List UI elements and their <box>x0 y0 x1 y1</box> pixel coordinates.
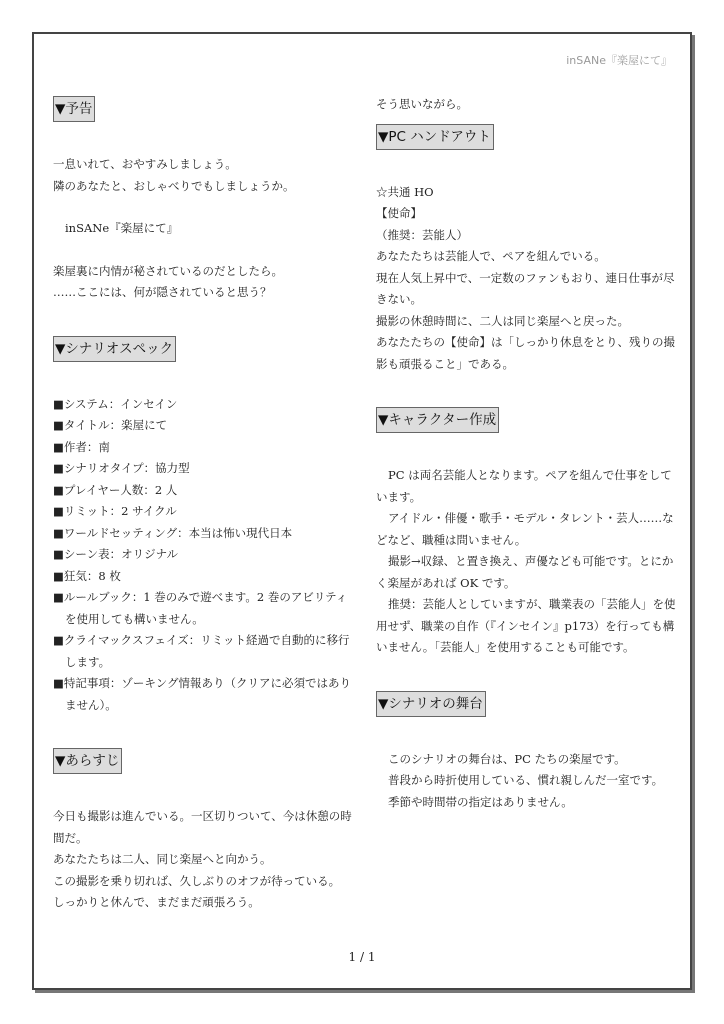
document-page <box>32 32 692 990</box>
section-heading-spec: ▼シナリオスペック <box>53 336 176 362</box>
paragraph: PC は両名芸能人となります。ペアを組んで仕事をしています。 <box>376 468 672 504</box>
page-number: 1 / 1 <box>348 950 376 964</box>
left-column <box>53 96 353 914</box>
paragraph: 推奨：芸能人としていますが、職業表の「芸能人」を使用せず、職業の自作（『インセイン』p173）を行っても構いません。「芸能人」を使用することも可能です。 <box>376 597 676 654</box>
paragraph: ☆共通 HO <box>376 184 434 199</box>
paragraph: そう思いながら。 <box>376 97 468 111</box>
paragraph: 【使命】 <box>376 206 422 220</box>
paragraph: あなたたちは二人、同じ楽屋へと向かう。 <box>53 852 272 866</box>
list-item: ■作者：南 <box>53 439 110 454</box>
paragraph: inSANe『楽屋にて』 <box>65 221 179 235</box>
list-item: ■システム：インセイン <box>53 396 178 411</box>
paragraph: あなたたちの【使命】は「しっかり休息をとり、残りの撮影も頑張ること」である。 <box>376 335 675 371</box>
section-heading-handout: ▼PC ハンドアウト <box>376 124 494 150</box>
paragraph: 撮影→収録、と置き換え、声優なども可能です。とにかく楽屋があれば OK です。 <box>376 554 674 590</box>
paragraph: （推奨：芸能人） <box>376 227 468 242</box>
list-item: ■ルールブック：1 巻のみで遊べます。2 巻のアビリティを使用しても構いません。 <box>53 590 348 626</box>
list-item: ■ワールドセッティング：本当は怖い現代日本 <box>53 525 293 540</box>
section-heading-arasuji: ▼あらすじ <box>53 748 122 774</box>
paragraph: このシナリオの舞台は、PC たちの楽屋です。 <box>388 751 626 766</box>
list-item: ■タイトル：楽屋にて <box>53 418 168 432</box>
list-item: ■シーン表：オリジナル <box>53 547 179 561</box>
paragraph: 現在人気上昇中で、一定数のファンもおり、連日仕事が尽きない。 <box>376 270 675 306</box>
paragraph: 季節や時間帯の指定はありません。 <box>388 794 573 809</box>
paragraph: ……ここには、何が隠されていると思う？ <box>53 285 272 299</box>
paragraph: 隣のあなたと、おしゃべりでもしましょうか。 <box>53 178 295 193</box>
list-item: ■プレイヤー人数：2 人 <box>53 482 178 497</box>
list-item: ■クライマックスフェイズ：リミット経過で自動的に移行します。 <box>53 633 350 669</box>
right-column <box>376 94 676 813</box>
section-heading-yokoku: ▼予告 <box>53 96 95 122</box>
list-item: ■狂気：8 枚 <box>53 568 121 583</box>
paragraph: しっかりと休んで、まだまだ頑張ろう。 <box>53 895 260 909</box>
list-item: ■リミット：2 サイクル <box>53 504 177 518</box>
section-heading-character: ▼キャラクター作成 <box>376 407 499 433</box>
paragraph: 一息いれて、おやすみしましょう。 <box>53 157 237 171</box>
paragraph: アイドル・俳優・歌手・モデル・タレント・芸人……などなど、職種は問いません。 <box>376 511 674 547</box>
running-header: inSANe『楽屋にて』 <box>566 54 672 67</box>
section-heading-stage: ▼シナリオの舞台 <box>376 691 486 717</box>
paragraph: この撮影を乗り切れば、久しぶりのオフが待っている。 <box>53 873 341 888</box>
paragraph: 今日も撮影は進んでいる。一区切りついて、今は休憩の時間だ。 <box>53 809 352 845</box>
paragraph: 普段から時折使用している、慣れ親しんだ一室です。 <box>388 773 664 787</box>
paragraph: 撮影の休憩時間に、二人は同じ楽屋へと戻った。 <box>376 313 629 328</box>
list-item: ■シナリオタイプ：協力型 <box>53 461 190 475</box>
paragraph: あなたたちは芸能人で、ペアを組んでいる。 <box>376 249 606 263</box>
list-item: ■特記事項：ゾーキング情報あり（クリアに必須ではありません）。 <box>53 676 352 712</box>
paragraph: 楽屋裏に内情が秘されているのだとしたら。 <box>53 263 283 278</box>
